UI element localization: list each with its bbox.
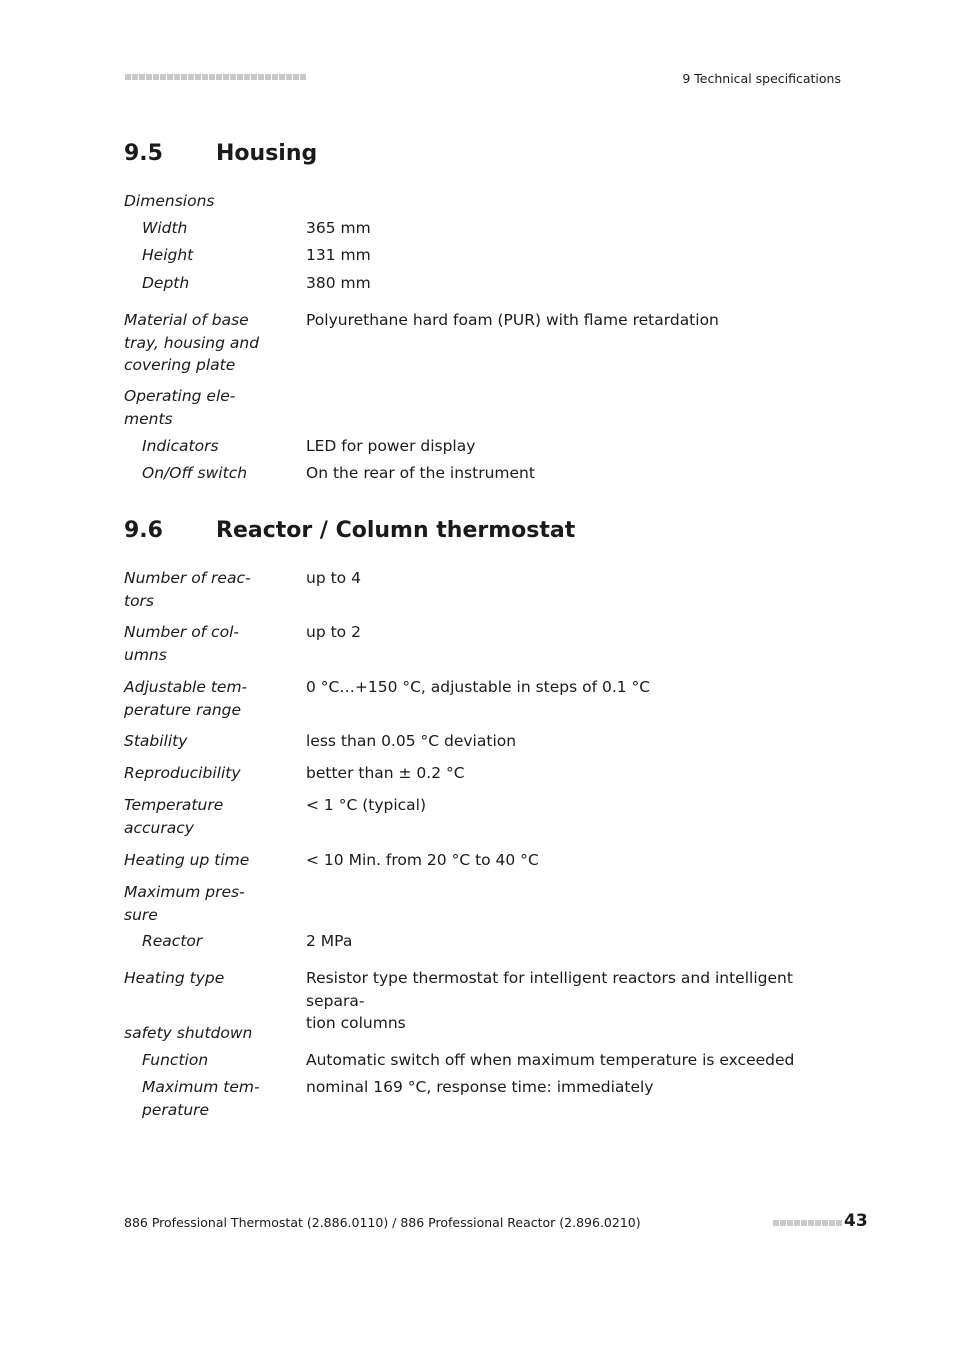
function-value: Automatic switch off when maximum temperature is exceeded: [306, 1051, 795, 1069]
chapter-header: 9 Technical specifications: [682, 71, 841, 86]
dimensions-label: Dimensions: [124, 192, 215, 210]
temperature-range-value: 0 °C…+150 °C, adjustable in steps of 0.1 °C: [306, 678, 651, 696]
reproducibility-label: Reproducibility: [124, 764, 241, 782]
heating-time-value: < 10 Min. from 20 °C to 40 °C: [306, 851, 539, 869]
pressure-label: [124, 881, 264, 926]
max-temperature-value: nominal 169 °C, response time: immediately: [306, 1078, 654, 1096]
section-title: Reactor / Column thermostat: [216, 518, 576, 543]
material-label: [124, 309, 264, 377]
heating-type-label: Heating type: [124, 969, 225, 987]
maxtemp-label-line: perature: [142, 1100, 210, 1119]
section-title: Housing: [216, 141, 318, 166]
footer-decoration: [773, 1220, 842, 1226]
reactor-pressure-value: 2 MPa: [306, 932, 353, 950]
columns-value: up to 2: [306, 623, 361, 641]
indicators-label: Indicators: [142, 437, 219, 455]
footer-product: 886 Professional Thermostat (2.886.0110) / 886 Professional Reactor (2.896.0210): [124, 1215, 641, 1230]
material-value: Polyurethane hard foam (PUR) with flame retardation: [306, 311, 719, 329]
range-label-line: Adjustable tem-: [124, 678, 248, 696]
columns-label: [124, 621, 264, 666]
function-label: Function: [142, 1051, 209, 1069]
reactors-value: up to 4: [306, 569, 361, 587]
safety-shutdown-label: safety shutdown: [124, 1024, 253, 1042]
section-heading-housing: [124, 141, 317, 166]
heating-time-label: Heating up time: [124, 851, 250, 869]
max-temperature-label: [142, 1076, 282, 1121]
accuracy-value: < 1 °C (typical): [306, 796, 427, 814]
operating-label-line: Operating ele-: [124, 387, 236, 405]
heating-type-line: tion columns: [306, 1014, 406, 1032]
indicators-value: LED for power display: [306, 437, 476, 455]
heating-type-line: Resistor type thermostat for intelligent reactors and intelligent separa-: [306, 969, 793, 1010]
columns-label-line: Number of col-: [124, 623, 239, 641]
depth-label: Depth: [142, 274, 190, 292]
reactors-label-line: tors: [124, 591, 155, 610]
depth-value: 380 mm: [306, 274, 371, 292]
width-value: 365 mm: [306, 219, 371, 237]
onoff-value: On the rear of the instrument: [306, 464, 535, 482]
columns-label-line: umns: [124, 645, 167, 664]
material-label-line: tray, housing and: [124, 333, 260, 352]
section-number: 9.5: [124, 141, 163, 166]
reactor-pressure-label: Reactor: [142, 932, 203, 950]
width-label: Width: [142, 219, 188, 237]
onoff-label: On/Off switch: [142, 464, 248, 482]
header-decoration: [125, 74, 306, 80]
pressure-label-line: sure: [124, 905, 158, 924]
temperature-range-label: [124, 676, 264, 721]
operating-elements-label: [124, 385, 264, 430]
section-number: 9.6: [124, 518, 163, 543]
pressure-label-line: Maximum pres-: [124, 883, 245, 901]
range-label-line: perature range: [124, 700, 242, 719]
material-label-line: covering plate: [124, 356, 236, 374]
page-number: 43: [844, 1211, 868, 1231]
accuracy-label: [124, 794, 264, 839]
stability-label: Stability: [124, 732, 188, 750]
height-label: Height: [142, 246, 194, 264]
accuracy-label-line: accuracy: [124, 818, 194, 837]
reproducibility-value: better than ± 0.2 °C: [306, 764, 465, 782]
section-heading-thermostat: [124, 518, 575, 543]
maxtemp-label-line: Maximum tem-: [142, 1078, 260, 1096]
stability-value: less than 0.05 °C deviation: [306, 732, 517, 750]
operating-label-line: ments: [124, 409, 173, 428]
heating-type-value: [306, 967, 816, 1035]
reactors-label-line: Number of reac-: [124, 569, 251, 587]
material-label-line: Material of base: [124, 311, 249, 329]
reactors-label: [124, 567, 264, 612]
accuracy-label-line: Temperature: [124, 796, 224, 814]
height-value: 131 mm: [306, 246, 371, 264]
